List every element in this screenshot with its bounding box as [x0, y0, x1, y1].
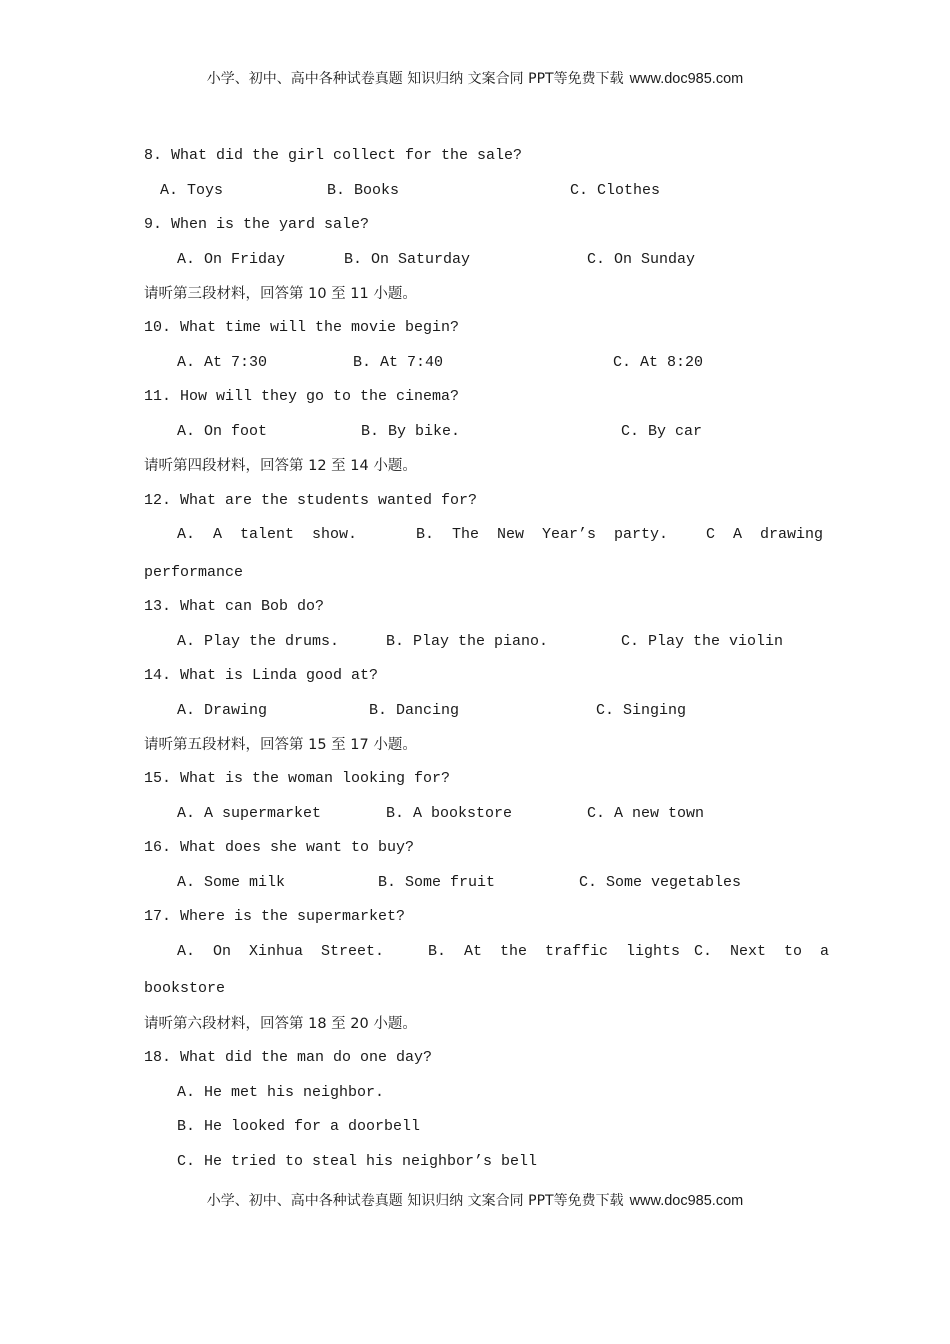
q17-option-a: A. On Xinhua Street. [177, 943, 385, 960]
q8-option-c: C. Clothes [570, 182, 661, 199]
q16-option-c: C. Some vegetables [579, 874, 742, 891]
section-4-instruction: 请听第四段材料，回答第 12 至 14 小题。 [144, 458, 417, 474]
q18-option-a: A. He met his neighbor. [177, 1084, 385, 1101]
q10-option-a: A. At 7:30 [177, 354, 268, 371]
q13-option-b: B. Play the piano. [386, 633, 549, 650]
q14-option-c: C. Singing [596, 702, 687, 719]
q13-option-c: C. Play the violin [621, 633, 784, 650]
question-12: 12. What are the students wanted for? [144, 492, 478, 509]
q11-option-b: B. By bike. [361, 423, 461, 440]
q14-option-a: A. Drawing [177, 702, 268, 719]
question-16: 16. What does she want to buy? [144, 839, 415, 856]
q8-option-a: A. Toys [160, 182, 224, 199]
footer-site-link[interactable]: www.doc985.com [629, 1193, 744, 1209]
q13-option-a: A. Play the drums. [177, 633, 340, 650]
question-11: 11. How will they go to the cinema? [144, 388, 460, 405]
q9-option-b: B. On Saturday [344, 251, 471, 268]
q18-option-b: B. He looked for a doorbell [177, 1118, 421, 1135]
question-14: 14. What is Linda good at? [144, 667, 379, 684]
question-13: 13. What can Bob do? [144, 598, 325, 615]
q9-option-c: C. On Sunday [587, 251, 696, 268]
q17-option-c: C. Next to a [694, 943, 830, 960]
header-text: 小学、初中、高中各种试卷真题 知识归纳 文案合同 PPT等免费下载 [206, 71, 624, 87]
q18-option-c: C. He tried to steal his neighbor’s bell [177, 1153, 538, 1170]
section-6-instruction: 请听第六段材料，回答第 18 至 20 小题。 [144, 1016, 417, 1032]
q12-option-c: C A drawing [706, 526, 824, 543]
q14-option-b: B. Dancing [369, 702, 460, 719]
question-15: 15. What is the woman looking for? [144, 770, 451, 787]
q8-option-b: B. Books [327, 182, 400, 199]
q16-option-a: A. Some milk [177, 874, 286, 891]
q15-option-c: C. A new town [587, 805, 705, 822]
q10-option-c: C. At 8:20 [613, 354, 704, 371]
q9-option-a: A. On Friday [177, 251, 286, 268]
q10-option-b: B. At 7:40 [353, 354, 444, 371]
question-17: 17. Where is the supermarket? [144, 908, 406, 925]
page-footer-banner [0, 1190, 950, 1210]
q16-option-b: B. Some fruit [378, 874, 496, 891]
question-8: 8. What did the girl collect for the sale? [144, 147, 523, 164]
q17-option-b: B. At the traffic lights [428, 943, 681, 960]
q12-option-b: B. The New Year’s party. [416, 526, 669, 543]
q11-option-c: C. By car [621, 423, 703, 440]
section-3-instruction: 请听第三段材料，回答第 10 至 11 小题。 [144, 286, 417, 302]
section-5-instruction: 请听第五段材料，回答第 15 至 17 小题。 [144, 737, 417, 753]
q15-option-b: B. A bookstore [386, 805, 513, 822]
q12-option-a: A. A talent show. [177, 526, 358, 543]
header-site-link[interactable]: www.doc985.com [629, 71, 744, 87]
footer-text: 小学、初中、高中各种试卷真题 知识归纳 文案合同 PPT等免费下载 [206, 1193, 624, 1209]
question-18: 18. What did the man do one day? [144, 1049, 433, 1066]
q17-option-c-continued: bookstore [144, 980, 226, 997]
q12-option-c-continued: performance [144, 564, 244, 581]
question-9: 9. When is the yard sale? [144, 216, 370, 233]
q11-option-a: A. On foot [177, 423, 268, 440]
page-header-banner [0, 68, 950, 88]
q15-option-a: A. A supermarket [177, 805, 322, 822]
question-10: 10. What time will the movie begin? [144, 319, 460, 336]
